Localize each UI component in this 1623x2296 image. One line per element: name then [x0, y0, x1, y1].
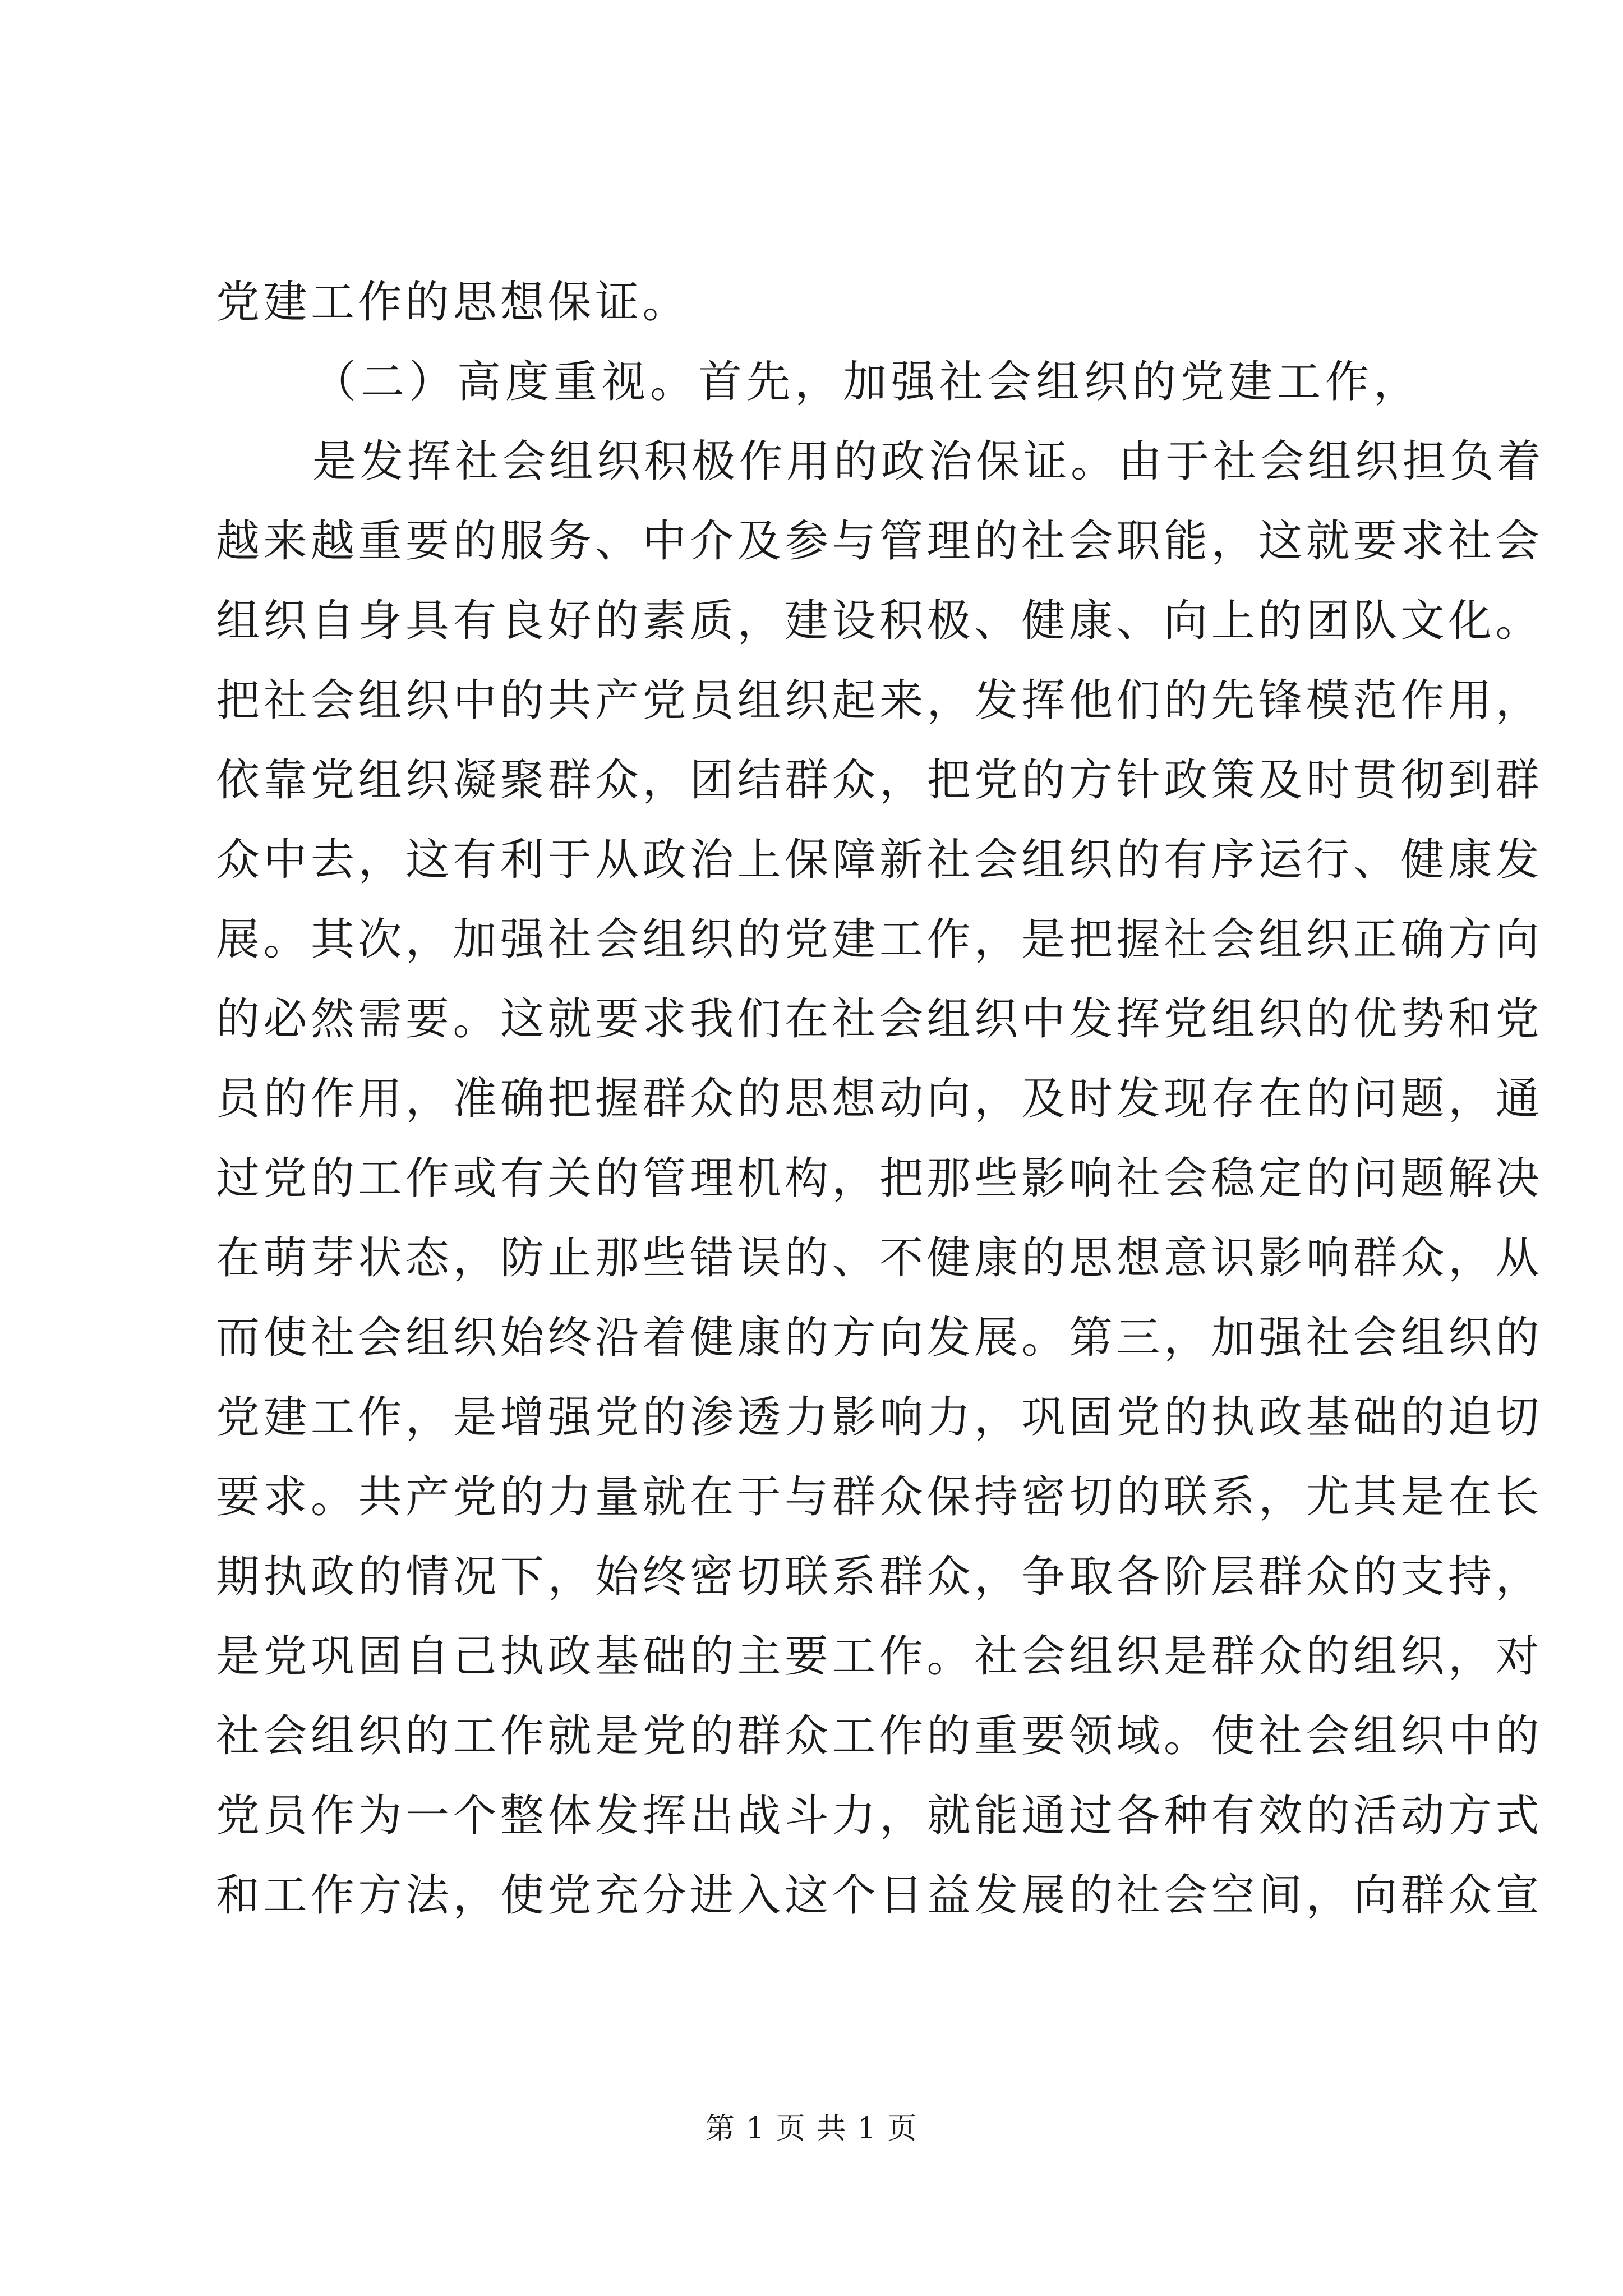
text-line: 的必然需要。这就要求我们在社会组织中发挥党组织的优势和党	[216, 994, 1543, 1045]
page-number-footer: 第 1 页 共 1 页	[705, 2112, 918, 2146]
text-line: 过党的工作或有关的管理机构，把那些影响社会稳定的问题解决	[216, 1153, 1543, 1204]
text-line: 党建工作，是增强党的渗透力影响力，巩固党的执政基础的迫切	[216, 1392, 1543, 1443]
text-line: 依靠党组织凝聚群众，团结群众，把党的方针政策及时贯彻到群	[216, 755, 1543, 806]
body-text	[216, 263, 1545, 1935]
text-line: 期执政的情况下，始终密切联系群众，争取各阶层群众的支持，	[216, 1552, 1543, 1602]
text-line: 是党巩固自己执政基础的主要工作。社会组织是群众的组织，对	[216, 1631, 1543, 1682]
text-line: 社会组织的工作就是党的群众工作的重要领域。使社会组织中的	[216, 1711, 1543, 1761]
text-line: 党员作为一个整体发挥出战斗力，就能通过各种有效的活动方式	[216, 1791, 1543, 1841]
text-line: 越来越重要的服务、中介及参与管理的社会职能，这就要求社会	[216, 516, 1543, 567]
text-line: 党建工作的思想保证。	[216, 277, 690, 328]
text-line: 要求。共产党的力量就在于与群众保持密切的联系，尤其是在长	[216, 1472, 1543, 1522]
text-line: 和工作方法，使党充分进入这个日益发展的社会空间，向群众宣	[216, 1870, 1543, 1921]
text-line: 众中去，这有利于从政治上保障新社会组织的有序运行、健康发	[216, 835, 1543, 885]
text-line: 而使社会组织始终沿着健康的方向发展。第三，加强社会组织的	[216, 1313, 1543, 1363]
text-line: 组织自身具有良好的素质，建设积极、健康、向上的团队文化。	[216, 596, 1543, 646]
text-line: 把社会组织中的共产党员组织起来，发挥他们的先锋模范作用，	[216, 675, 1543, 726]
text-line: 在萌芽状态，防止那些错误的、不健康的思想意识影响群众，从	[216, 1233, 1543, 1283]
section-heading-line: （二）高度重视。首先，加强社会组织的党建工作，	[312, 357, 1422, 407]
text-line: 展。其次，加强社会组织的党建工作，是把握社会组织正确方向	[216, 914, 1543, 965]
text-line: 员的作用，准确把握群众的思想动向，及时发现存在的问题，通	[216, 1074, 1543, 1124]
paragraph-first-line: 是发挥社会组织积极作用的政治保证。由于社会组织担负着	[312, 436, 1545, 487]
